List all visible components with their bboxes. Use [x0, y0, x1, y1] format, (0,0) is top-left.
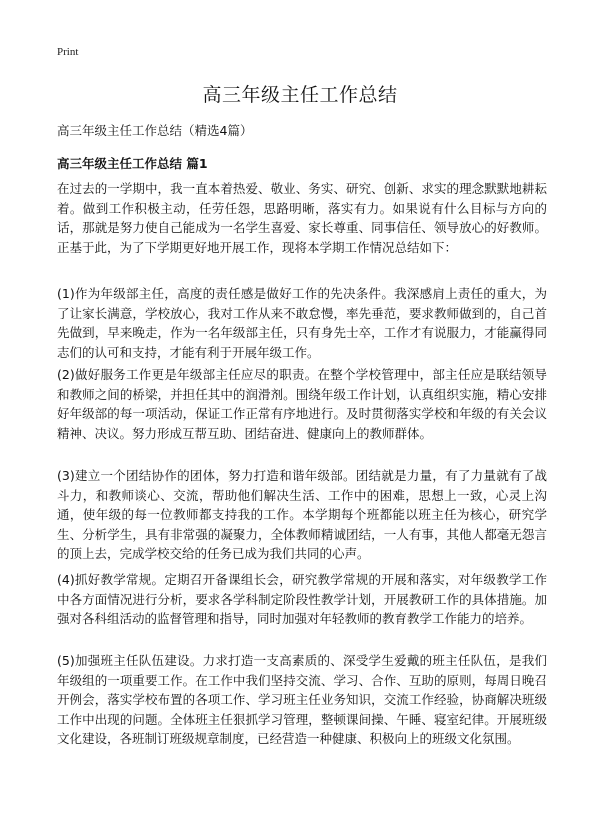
paragraph-item-2: (2)做好服务工作更是年级部主任应尽的职责。在整个学校管理中，部主任应是联结领导和教师之间的桥梁，并担任其中的润滑剂。围绕年级工作计划，认真组织实施，精心安排好年级部的每一项活动，保证工作正常有序地进行。及时贯彻落实学校和年级的有关会议精神、决议。努力形成互帮互助、团结奋进、健康向上的教师群体。: [57, 367, 547, 441]
paragraph-item-1: (1)作为年级部主任，高度的责任感是做好工作的先决条件。我深感肩上责任的重大，为了让家长满意，学校放心，我对工作从来不敢怠慢，率先垂范，要求教师做到的，自己首先做到，早来晚走，作为一名年级部主任，只有身先士卒，工作才有说服力，才能赢得同志们的认可和支持，才能有利于开展年级工作。: [57, 286, 547, 360]
paragraph-item-5: (5)加强班主任队伍建设。力求打造一支高素质的、深受学生爱戴的班主任队伍，是我们年级组的一项重要工作。在工作中我们坚持交流、学习、合作、互助的原则，每周日晚召开例会，落实学校布置的各项工作、学习班主任业务知识，交流工作经验，协商解决班级工作中出现的问题。全体班主任狠抓学习管理，整顿课间操、午睡、寝室纪律。开展班级文化建设，各班制订班级规章制度，已经营造一种健康、积极向上的班级文化氛围。: [57, 653, 547, 746]
document-title: 高三年级主任工作总结: [202, 84, 398, 106]
paragraph-item-4: (4)抓好教学常规。定期召开备课组长会，研究教学常规的开展和落实，对年级教学工作中各方面情况进行分析，要求各学科制定阶段性教学计划，开展教研工作的具体措施。加强对各科组活动的监督管理和指导，同时加强对年轻教师的教育教学工作能力的培养。: [57, 572, 547, 626]
paragraph-item-3: (3)建立一个团结协作的团体，努力打造和谐年级部。团结就是力量，有了力量就有了战斗力，和教师谈心、交流，帮助他们解决生活、工作中的困难，思想上一致，心灵上沟通，使年级的每一位教师都支持我的工作。本学期每个班都能以班主任为核心，研究学生、分析学生，具有非常强的凝聚力，全体教师精诚团结，一人有事，其他人都毫无怨言的顶上去，完成学校交给的任务已成为我们共同的心声。: [57, 468, 547, 561]
section-heading: 高三年级主任工作总结 篇1: [57, 156, 208, 171]
document-subtitle: 高三年级主任工作总结（精选4篇）: [57, 123, 253, 138]
print-link[interactable]: Print: [57, 46, 79, 58]
paragraph-intro: 在过去的一学期中，我一直本着热爱、敬业、务实、研究、创新、求实的理念默默地耕耘着。做到工作积极主动，任劳任怨，思路明晰，落实有力。如果说有什么目标与方向的话，那就是努力使自己能成为一名学生喜爱、家长尊重、同事信任、领导放心的好教师。正基于此，为了下学期更好地开展工作，现将本学期工作情况总结如下：: [57, 181, 547, 255]
